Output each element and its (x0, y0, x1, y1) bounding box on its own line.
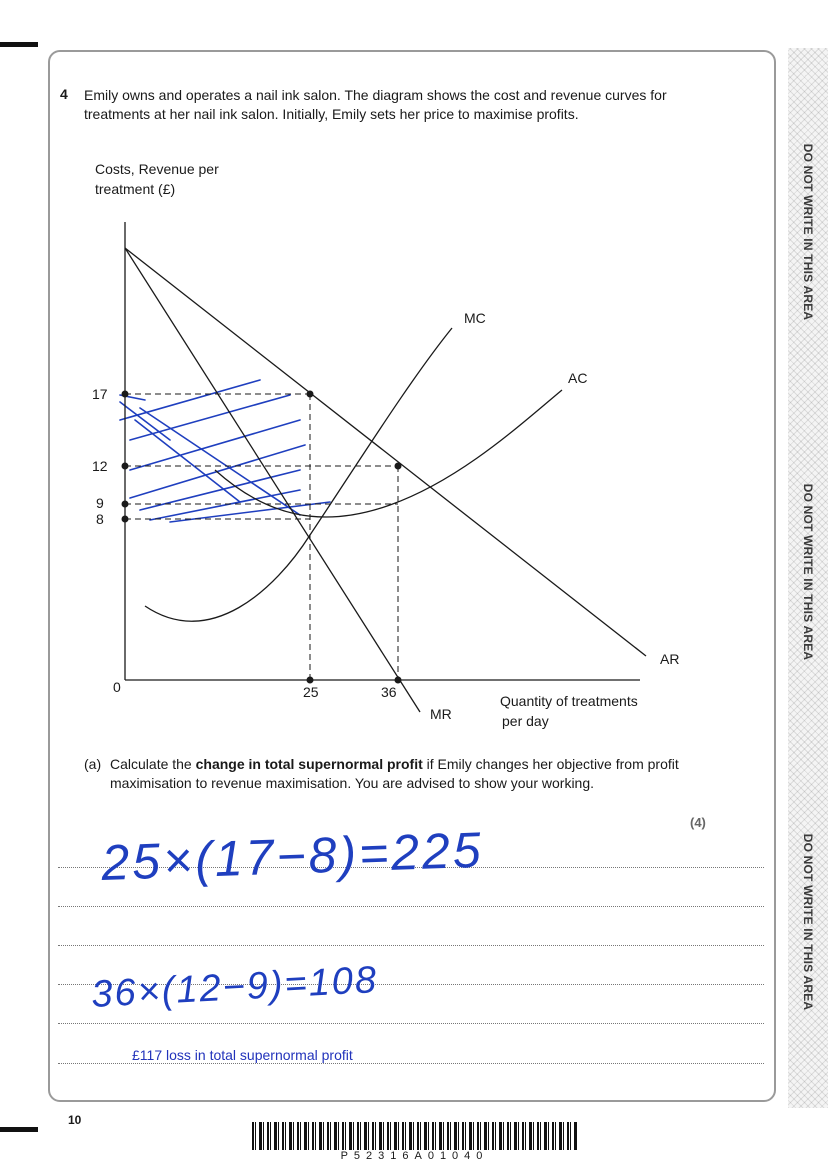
side-warning-middle: DO NOT WRITE IN THIS AREA (801, 483, 815, 661)
handwriting-line-2: 36×(12−9)=108 (90, 959, 380, 1016)
y-tick-8: 8 (96, 511, 104, 527)
side-warning-top: DO NOT WRITE IN THIS AREA (801, 143, 815, 321)
ac-label: AC (568, 370, 588, 386)
ar-label: AR (660, 651, 680, 667)
page-number: 10 (68, 1113, 82, 1127)
y-tick-9: 9 (96, 495, 104, 511)
part-a-bold: change in total supernormal profit (195, 756, 423, 772)
typed-answer: £117 loss in total supernormal profit (132, 1047, 353, 1063)
y-tick-12: 12 (92, 458, 108, 474)
question-intro: Emily owns and operates a nail ink salon. The diagram shows the cost and revenue curves for treatments at her nail ink salon. Initially, Emily sets her price to maximise profits. (84, 87, 667, 122)
y-tick-17: 17 (92, 386, 108, 402)
side-warning-bottom: DO NOT WRITE IN THIS AREA (801, 833, 815, 1011)
origin-label: 0 (113, 679, 121, 695)
marks-label: (4) (690, 815, 706, 830)
barcode (252, 1122, 577, 1150)
mc-label: MC (464, 310, 486, 326)
x-tick-25: 25 (303, 684, 319, 700)
question-number: 4 (60, 86, 68, 102)
mr-label: MR (430, 706, 452, 722)
x-tick-36: 36 (381, 684, 397, 700)
y-axis-label: Costs, Revenue per treatment (£) (95, 161, 219, 197)
x-axis-label-line1: Quantity of treatments (500, 693, 638, 709)
x-axis-label-line2: per day (502, 713, 549, 729)
barcode-text: P52316A01040 (340, 1150, 489, 1162)
handwriting-line-1: 25×(17−8)=225 (100, 821, 485, 891)
part-a-text-before: Calculate the (110, 756, 196, 772)
part-a-letter: (a) (84, 756, 102, 772)
part-a-text-after: if Emily changes her objective from profit maximisation to revenue maximisation. You are advised to show your working. (110, 756, 679, 791)
